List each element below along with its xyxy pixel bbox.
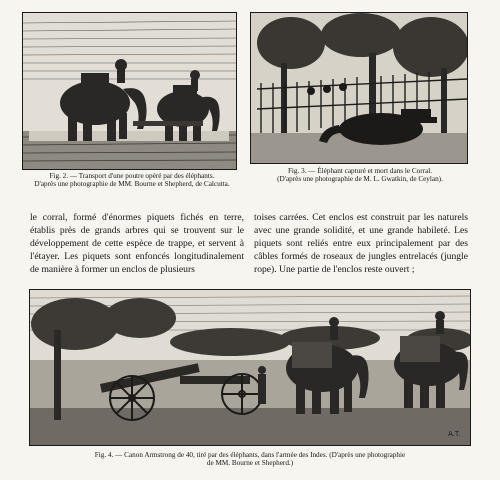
captured-elephant-corral-illustration: [251, 13, 467, 163]
figure-4-caption-title: Fig. 4. — Canon Armstrong de 40, tiré par des éléphants, dans l'armée des Indes. (D'après une photographie: [94, 451, 406, 459]
figure-4-engraving: [29, 289, 471, 446]
figure-2-engraving: [22, 12, 237, 170]
figure-4-engraver-signature: A.T.: [448, 430, 461, 438]
figure-3-engraving: [250, 12, 468, 164]
armstrong-cannon-elephants-illustration: [30, 290, 470, 445]
body-text-left-column: [30, 211, 244, 276]
figure-2-caption: [22, 172, 242, 189]
body-text-right-column: [254, 211, 468, 276]
left-column-paragraph: le corral, formé d'énormes piquets fichés en terre, établis près de grands arbres qui se trouvent sur le développement de cette espèce de trappe, et servent à l'étayer. Les piquets sont enfoncés longitudinalement de manière à former un enclos de plusieurs: [30, 212, 244, 275]
figure-4-caption: [40, 451, 460, 468]
figure-3-caption-title: Fig. 3. — Éléphant capturé et mort dans le Corral.: [287, 167, 433, 175]
figure-3-caption: [250, 167, 470, 184]
elephants-carrying-beam-illustration: [23, 13, 236, 169]
figure-4-caption-credit: de MM. Bourne et Shepherd.): [206, 459, 294, 468]
right-column-paragraph: toises carrées. Cet enclos est construit par les naturels avec une grande solidité, et une grande habileté. Les piquets sont reliés entre eux principalement par des câbles formés de roseaux de jungles entrelacés (jungle rope). Une partie de l'enclos reste ouvert ;: [254, 212, 468, 275]
figure-2-caption-credit: D'après une photographie de MM. Bourne et Shepherd, de Calcutta.: [34, 180, 230, 189]
figure-2-caption-title: Fig. 2. — Transport d'une poutre opéré par des éléphants.: [49, 172, 215, 180]
figure-3-caption-credit: (D'après une photographie de M. L. Gwatkin, de Ceylan).: [277, 175, 443, 184]
